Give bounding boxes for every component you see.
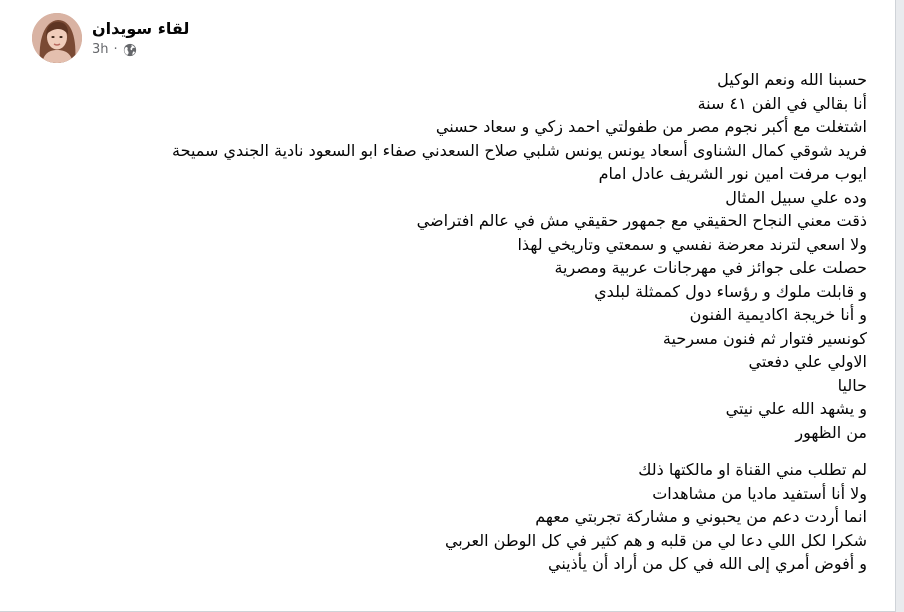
paragraph-2: [17, 458, 867, 576]
text-line: لم تطلب مني القناة او مالكتها ذلك: [638, 460, 867, 479]
avatar-image: [32, 13, 82, 63]
text-line: حصلت على جوائز في مهرجانات عربية ومصرية: [554, 258, 867, 277]
post-subline: [92, 42, 189, 58]
text-line: ذقت معني النجاح الحقيقي مع جمهور حقيقي مش في عالم افتراضي: [416, 211, 867, 230]
author-name[interactable]: لقاء سويدان: [92, 19, 190, 38]
text-line: ايوب مرفت امين نور الشريف عادل امام: [598, 164, 867, 183]
post-meta: [92, 18, 189, 58]
post-timestamp[interactable]: 3h: [92, 42, 109, 57]
post-text: [17, 68, 867, 576]
text-line: شكرا لكل اللي دعا لي من قلبه و هم كثير في كل الوطن العربي: [444, 530, 867, 550]
post-header: [32, 12, 189, 64]
paragraph-1: [17, 68, 867, 444]
text-line: فريد شوقي كمال الشناوى أسعاد يونس يونس شلبي صلاح السعدني صفاء ابو السعود نادية الجندي سميحة: [172, 140, 867, 160]
text-line: اشتغلت مع أكبر نجوم مصر من طفولتي احمد زكي و سعاد حسني: [435, 117, 867, 136]
text-line: من الظهور: [795, 422, 867, 442]
text-line: انما أردت دعم من يحبوني و مشاركة تجربتي معهم: [535, 507, 867, 526]
text-line: و يشهد الله علي نيتي: [725, 399, 867, 418]
text-line: أنا بقالي في الفن ٤١ سنة: [697, 93, 867, 113]
author-avatar[interactable]: [32, 13, 82, 63]
text-line: و أفوض أمري إلى الله في كل من أراد أن يأذيني: [548, 554, 867, 573]
text-line: الاولي علي دفعتي: [748, 352, 867, 371]
text-line: ولا اسعي لترند معرضة نفسي و سمعتي وتاريخي لهذا: [517, 234, 867, 254]
text-line: و قابلت ملوك و رؤساء دول كممثلة لبلدي: [594, 281, 867, 301]
text-line: كونسير فتوار ثم فنون مسرحية: [662, 328, 867, 348]
text-line: حسبنا الله ونعم الوكيل: [717, 70, 867, 89]
globe-icon[interactable]: [123, 43, 137, 57]
separator-dot: ·: [113, 42, 118, 57]
text-line: ولا أنا أستفيد ماديا من مشاهدات: [652, 483, 867, 503]
paragraph-gap: [17, 444, 867, 458]
text-line: حاليا: [837, 375, 867, 395]
text-line: و أنا خريجة اكاديمية الفنون: [689, 305, 867, 324]
text-line: وده علي سبيل المثال: [725, 187, 867, 207]
